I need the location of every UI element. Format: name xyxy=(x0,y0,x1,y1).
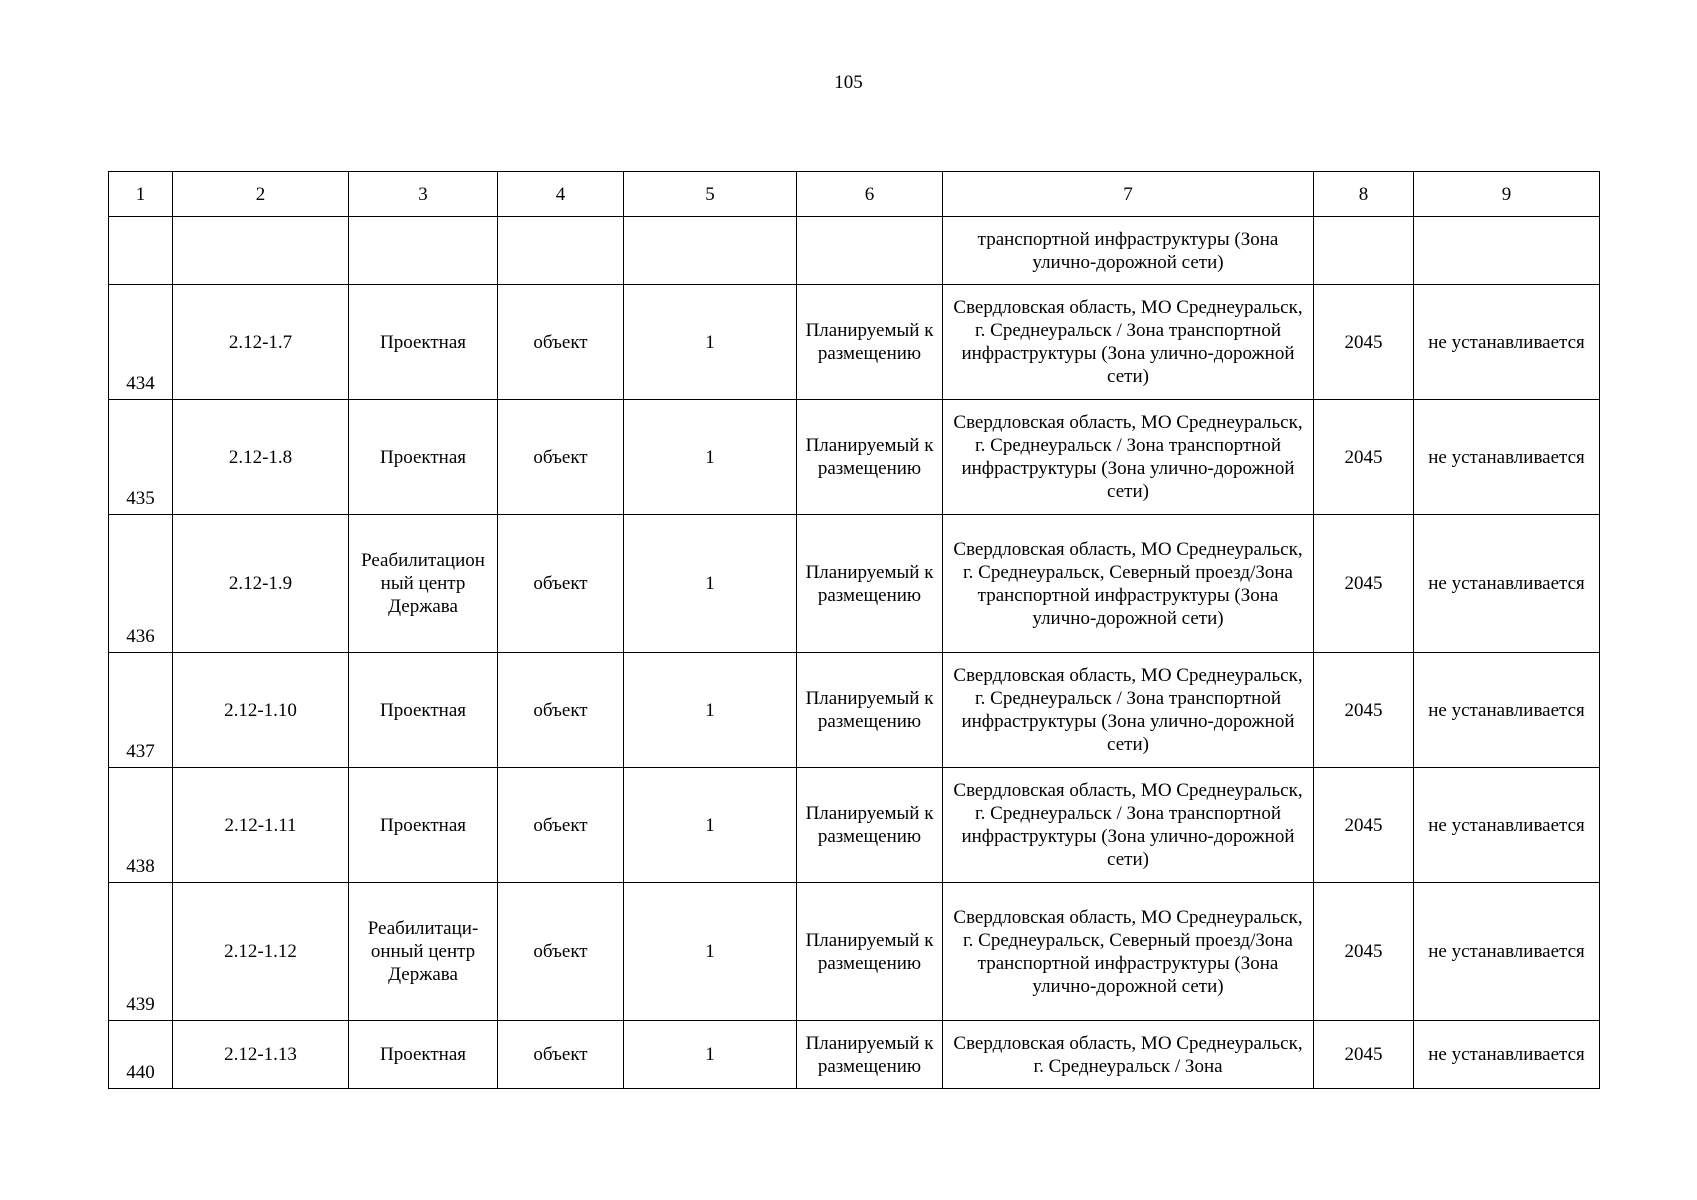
location-cell: Свердловская область, МО Среднеуральск, г. Среднеуральск / Зона транспортной инфраструктуры (Зона улично-дорожной сети) xyxy=(943,400,1314,515)
table-row xyxy=(109,1021,1600,1089)
table-row xyxy=(109,768,1600,883)
name-cell: Реабилитацион ный центр Держава xyxy=(349,515,498,653)
column-header: 3 xyxy=(349,172,498,217)
column-header: 8 xyxy=(1314,172,1414,217)
status-cell: Планируемый к размещению xyxy=(797,400,943,515)
location-cell: Свердловская область, МО Среднеуральск, г. Среднеуральск, Северный проезд/Зона транспортной инфраструктуры (Зона улично-дорожной сети) xyxy=(943,883,1314,1021)
row-number-cell: 434 xyxy=(109,285,173,400)
code-cell: 2.12-1.12 xyxy=(173,883,349,1021)
table-header-row xyxy=(109,172,1600,217)
column-header: 5 xyxy=(624,172,797,217)
year-cell: 2045 xyxy=(1314,400,1414,515)
type-cell: объект xyxy=(498,400,624,515)
zone-cell: не устанавливается xyxy=(1414,653,1600,768)
row-number-cell: 436 xyxy=(109,515,173,653)
location-cell: транспортной инфраструктуры (Зона улично-дорожной сети) xyxy=(943,217,1314,285)
code-cell: 2.12-1.8 xyxy=(173,400,349,515)
column-header: 1 xyxy=(109,172,173,217)
quantity-cell: 1 xyxy=(624,400,797,515)
table-row xyxy=(109,400,1600,515)
row-number-cell: 435 xyxy=(109,400,173,515)
status-cell: Планируемый к размещению xyxy=(797,768,943,883)
year-cell: 2045 xyxy=(1314,653,1414,768)
table-row xyxy=(109,653,1600,768)
column-header: 2 xyxy=(173,172,349,217)
status-cell: Планируемый к размещению xyxy=(797,653,943,768)
code-cell xyxy=(173,217,349,285)
type-cell: объект xyxy=(498,653,624,768)
row-number-cell xyxy=(109,217,173,285)
name-cell: Проектная xyxy=(349,1021,498,1089)
zone-cell xyxy=(1414,217,1600,285)
column-header: 9 xyxy=(1414,172,1600,217)
zone-cell: не устанавливается xyxy=(1414,515,1600,653)
row-number-cell: 438 xyxy=(109,768,173,883)
name-cell: Проектная xyxy=(349,768,498,883)
status-cell: Планируемый к размещению xyxy=(797,1021,943,1089)
name-cell: Проектная xyxy=(349,285,498,400)
code-cell: 2.12-1.10 xyxy=(173,653,349,768)
quantity-cell: 1 xyxy=(624,883,797,1021)
zone-cell: не устанавливается xyxy=(1414,768,1600,883)
type-cell: объект xyxy=(498,768,624,883)
code-cell: 2.12-1.7 xyxy=(173,285,349,400)
location-cell: Свердловская область, МО Среднеуральск, г. Среднеуральск / Зона xyxy=(943,1021,1314,1089)
year-cell: 2045 xyxy=(1314,883,1414,1021)
table-row xyxy=(109,883,1600,1021)
year-cell: 2045 xyxy=(1314,285,1414,400)
page-number: 105 xyxy=(834,72,863,93)
zone-cell: не устанавливается xyxy=(1414,400,1600,515)
registry-table xyxy=(108,171,1600,1089)
year-cell xyxy=(1314,217,1414,285)
quantity-cell xyxy=(624,217,797,285)
code-cell: 2.12-1.11 xyxy=(173,768,349,883)
name-cell: Реабилитаци-онный центр Держава xyxy=(349,883,498,1021)
quantity-cell: 1 xyxy=(624,653,797,768)
type-cell: объект xyxy=(498,1021,624,1089)
quantity-cell: 1 xyxy=(624,285,797,400)
type-cell: объект xyxy=(498,285,624,400)
name-cell: Проектная xyxy=(349,400,498,515)
quantity-cell: 1 xyxy=(624,768,797,883)
code-cell: 2.12-1.13 xyxy=(173,1021,349,1089)
column-header: 7 xyxy=(943,172,1314,217)
code-cell: 2.12-1.9 xyxy=(173,515,349,653)
status-cell: Планируемый к размещению xyxy=(797,285,943,400)
column-header: 4 xyxy=(498,172,624,217)
status-cell xyxy=(797,217,943,285)
location-cell: Свердловская область, МО Среднеуральск, г. Среднеуральск / Зона транспортной инфраструктуры (Зона улично-дорожной сети) xyxy=(943,285,1314,400)
location-cell: Свердловская область, МО Среднеуральск, г. Среднеуральск / Зона транспортной инфраструктуры (Зона улично-дорожной сети) xyxy=(943,768,1314,883)
column-header: 6 xyxy=(797,172,943,217)
status-cell: Планируемый к размещению xyxy=(797,515,943,653)
year-cell: 2045 xyxy=(1314,768,1414,883)
status-cell: Планируемый к размещению xyxy=(797,883,943,1021)
name-cell: Проектная xyxy=(349,653,498,768)
type-cell: объект xyxy=(498,883,624,1021)
row-number-cell: 437 xyxy=(109,653,173,768)
zone-cell: не устанавливается xyxy=(1414,883,1600,1021)
quantity-cell: 1 xyxy=(624,1021,797,1089)
location-cell: Свердловская область, МО Среднеуральск, г. Среднеуральск, Северный проезд/Зона транспортной инфраструктуры (Зона улично-дорожной сети) xyxy=(943,515,1314,653)
type-cell xyxy=(498,217,624,285)
quantity-cell: 1 xyxy=(624,515,797,653)
zone-cell: не устанавливается xyxy=(1414,285,1600,400)
name-cell xyxy=(349,217,498,285)
row-number-cell: 440 xyxy=(109,1021,173,1089)
row-number-cell: 439 xyxy=(109,883,173,1021)
year-cell: 2045 xyxy=(1314,515,1414,653)
table-row xyxy=(109,285,1600,400)
zone-cell: не устанавливается xyxy=(1414,1021,1600,1089)
location-cell: Свердловская область, МО Среднеуральск, г. Среднеуральск / Зона транспортной инфраструктуры (Зона улично-дорожной сети) xyxy=(943,653,1314,768)
table-row-continuation xyxy=(109,217,1600,285)
year-cell: 2045 xyxy=(1314,1021,1414,1089)
table-row xyxy=(109,515,1600,653)
type-cell: объект xyxy=(498,515,624,653)
